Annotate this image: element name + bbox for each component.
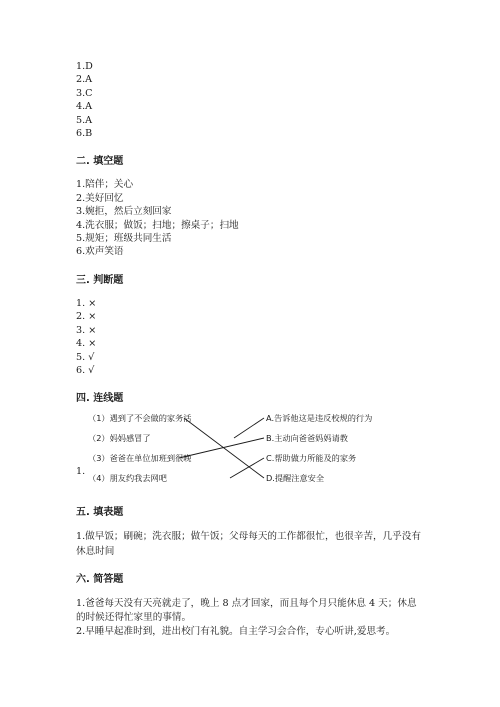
match-line-2-to-B bbox=[234, 418, 264, 438]
match-right-item-D: D.提醒注意安全 bbox=[266, 473, 325, 484]
judge-answer-3: 3. × bbox=[76, 324, 97, 336]
judge-answer-5: 5. √ bbox=[76, 351, 95, 363]
match-question-number: 1. bbox=[76, 466, 86, 478]
match-left-item-1: （1）遇到了不会做的家务活 bbox=[88, 414, 192, 424]
fill-answer-3: 3.婉拒，然后立刻回家 bbox=[76, 206, 172, 218]
fill-answer-2: 2.美好回忆 bbox=[76, 192, 124, 204]
fill-answer-6: 6.欢声笑语 bbox=[76, 246, 124, 258]
short-answer-2: 2.早睡早起准时到，进出校门有礼貌。自主学习会合作，专心听讲,爱思考。 bbox=[76, 626, 396, 638]
judge-answer-list bbox=[76, 297, 436, 377]
matching-exercise bbox=[76, 414, 436, 494]
match-right-item-A: A.告诉他这是违反校规的行为 bbox=[266, 414, 373, 424]
match-lines bbox=[179, 418, 264, 478]
choice-answer-3: 3.C bbox=[76, 87, 93, 99]
match-section-heading: 四. 连线题 bbox=[76, 393, 124, 405]
choice-answer-4: 4.A bbox=[76, 101, 93, 113]
choice-answer-6: 6.B bbox=[76, 128, 93, 140]
match-right-item-C: C.帮助做力所能及的家务 bbox=[266, 453, 357, 464]
judge-section-heading: 三. 判断题 bbox=[76, 274, 124, 286]
short-section-heading: 六. 简答题 bbox=[76, 573, 124, 585]
fill-answer-list bbox=[76, 178, 436, 258]
fill-answer-5: 5.规矩；班级共同生活 bbox=[76, 233, 172, 245]
judge-answer-4: 4. × bbox=[76, 338, 97, 350]
judge-answer-2: 2. × bbox=[76, 311, 97, 323]
fill-answer-4: 4.洗衣服；做饭；扫地；擦桌子；扫地 bbox=[76, 219, 239, 231]
match-line-1-to-A bbox=[184, 418, 264, 478]
short-answer-1: 1.爸爸每天没有天亮就走了，晚上 8 点才回家，而且每个月只能休息 4 天；休息的时候还得忙家里的事情。 bbox=[76, 597, 417, 623]
match-right-item-B: B.主动向爸爸妈妈请教 bbox=[266, 433, 348, 444]
choice-answer-1: 1.D bbox=[76, 61, 93, 72]
choice-answer-5: 5.A bbox=[76, 114, 93, 126]
fill-section-heading: 二. 填空题 bbox=[76, 156, 124, 168]
choice-answer-list bbox=[76, 60, 436, 140]
match-line-3-to-C bbox=[179, 438, 264, 458]
judge-answer-6: 6. √ bbox=[76, 364, 95, 376]
match-line-4-to-D bbox=[230, 458, 264, 478]
matching-diagram bbox=[84, 414, 394, 494]
table-answer: 1.做早饭；刷碗；洗衣服；做午饭；父母每天的工作都很忙，也很辛苦，几乎没有休息时间 bbox=[76, 531, 421, 557]
answer-sheet bbox=[76, 60, 436, 639]
match-left-item-3: （3）爸爸在单位加班到很晚 bbox=[88, 453, 192, 464]
table-section-heading: 五. 填表题 bbox=[76, 507, 124, 519]
choice-answer-2: 2.A bbox=[76, 74, 93, 86]
match-left-item-2: （2）妈妈感冒了 bbox=[88, 433, 151, 444]
fill-answer-1: 1.陪伴；关心 bbox=[76, 179, 134, 191]
match-left-item-4: （4）朋友约我去网吧 bbox=[88, 473, 167, 484]
judge-answer-1: 1. × bbox=[76, 297, 97, 309]
